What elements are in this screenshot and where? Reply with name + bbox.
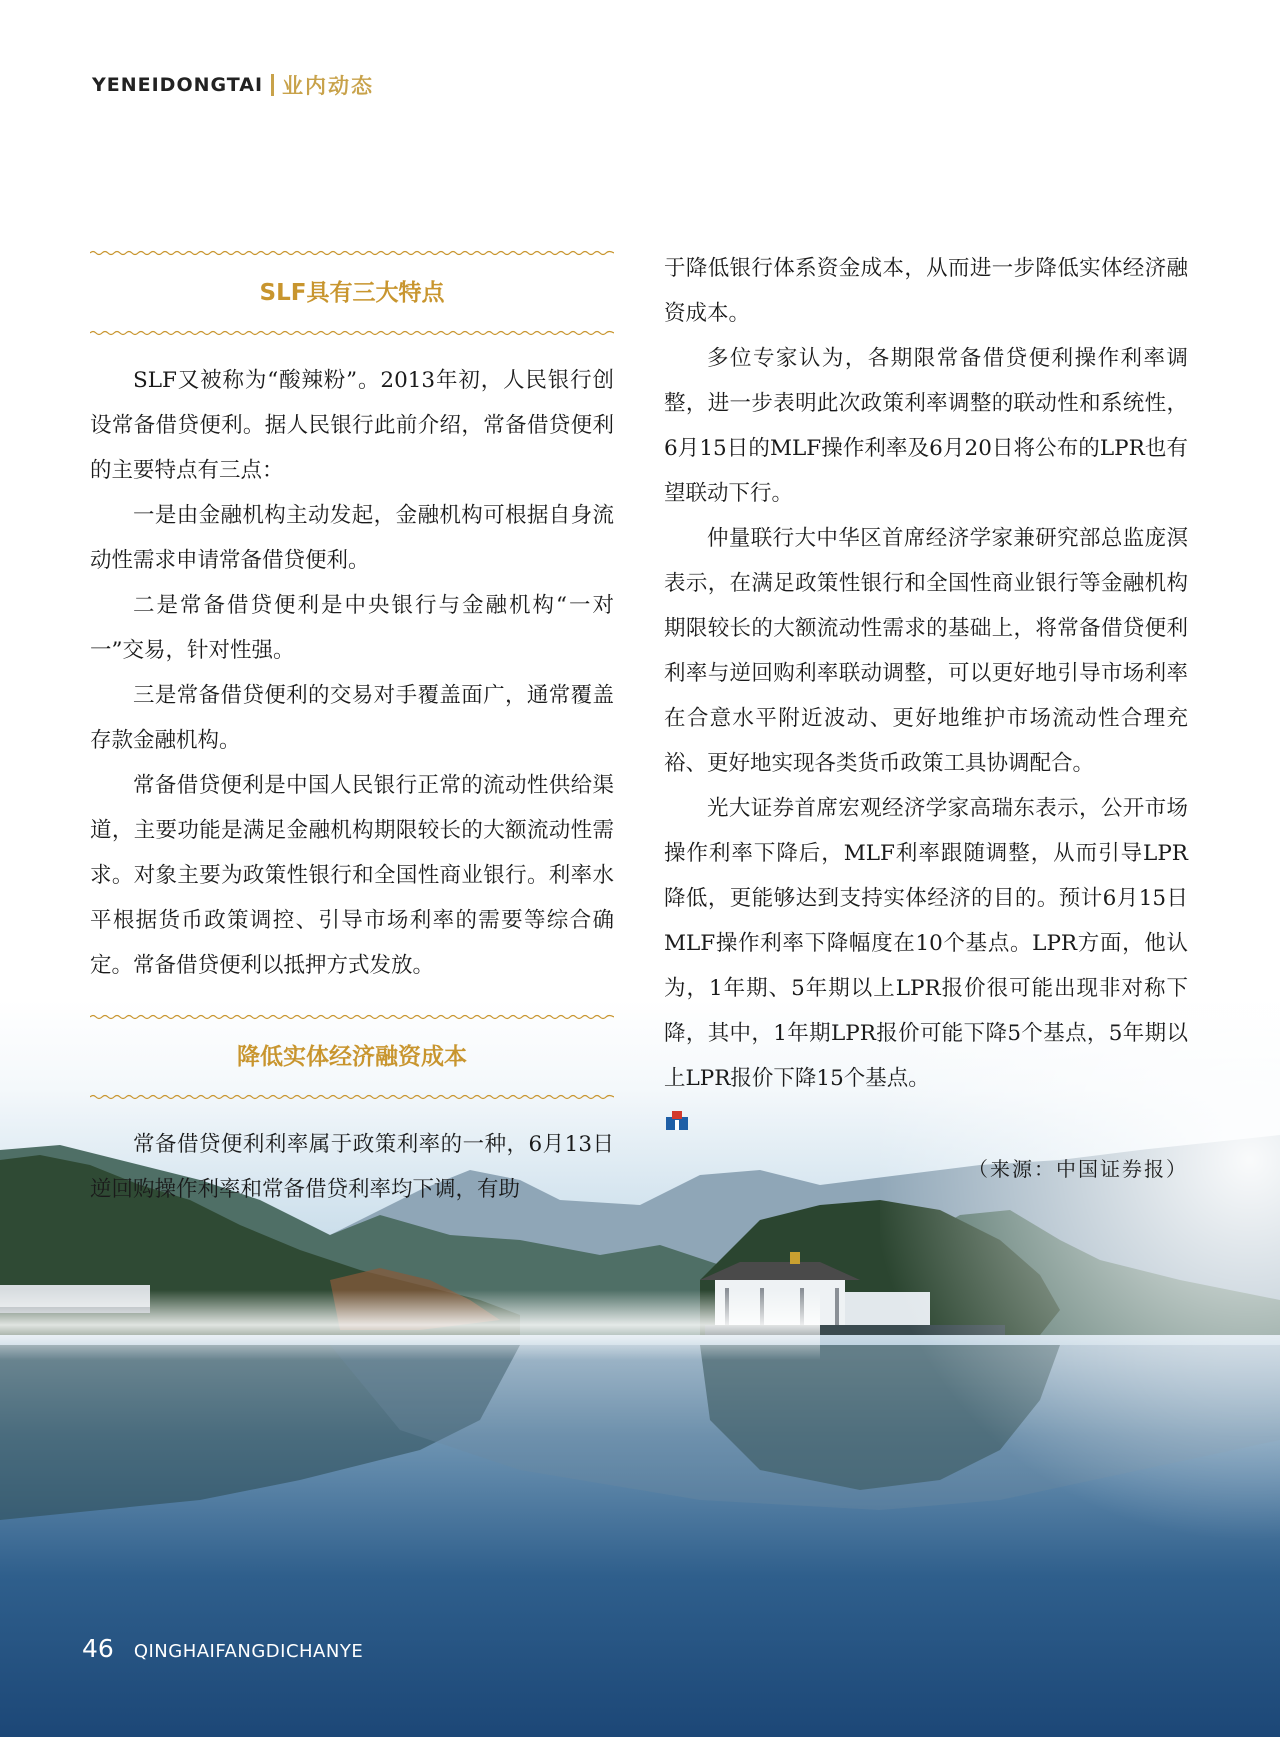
section-title-1: SLF具有三大特点 [259, 280, 445, 306]
paragraph: 一是由金融机构主动发起，金融机构可根据自身流动性需求申请常备借贷便利。 [90, 503, 614, 573]
wavy-divider-top [90, 1014, 614, 1020]
paragraph: SLF又被称为“酸辣粉”。2013年初，人民银行创设常备借贷便利。据人民银行此前介绍，常备借贷便利的主要特点有三点： [90, 368, 614, 483]
header-chinese: 业内动态 [282, 74, 375, 98]
header-english: YENEIDONGTAI [92, 74, 264, 96]
paragraph: 多位专家认为，各期限常备借贷便利操作利率调整，进一步表明此次政策利率调整的联动性和系统性，6月15日的MLF操作利率及6月20日将公布的LPR也有望联动下行。 [664, 346, 1188, 506]
article-end-icon [664, 1109, 690, 1131]
paragraph: 三是常备借贷便利的交易对手覆盖面广，通常覆盖存款金融机构。 [90, 683, 614, 753]
section-heading-1 [90, 250, 614, 336]
header-divider [271, 74, 274, 96]
wavy-divider-bottom [90, 1094, 614, 1100]
left-column [90, 250, 614, 1212]
source-credit: （来源：中国证券报） [968, 1157, 1188, 1181]
end-mark-row [664, 1101, 1188, 1147]
page-footer [82, 1634, 363, 1663]
paragraph: 仲量联行大中华区首席经济学家兼研究部总监庞溟表示，在满足政策性银行和全国性商业银行等金融机构期限较长的大额流动性需求的基础上，将常备借贷便利利率与逆回购利率联动调整，可以更好地引导市场利率在合意水平附近波动、更好地维护市场流动性合理充裕、更好地实现各类货币政策工具协调配合。 [664, 526, 1188, 776]
section-title-2: 降低实体经济融资成本 [237, 1044, 467, 1070]
wavy-divider-top [90, 250, 614, 256]
paragraph: 常备借贷便利是中国人民银行正常的流动性供给渠道，主要功能是满足金融机构期限较长的大额流动性需求。对象主要为政策性银行和全国性商业银行。利率水平根据货币政策调控、引导市场利率的需要等综合确定。常备借贷便利以抵押方式发放。 [90, 773, 614, 978]
paragraph-continued: 于降低银行体系资金成本，从而进一步降低实体经济融资成本。 [664, 256, 1188, 326]
paragraph: 常备借贷便利利率属于政策利率的一种，6月13日逆回购操作利率和常备借贷利率均下调，有助 [90, 1132, 614, 1202]
right-column [664, 246, 1188, 1192]
paragraph: 光大证券首席宏观经济学家高瑞东表示，公开市场操作利率下降后，MLF利率跟随调整，从而引导LPR降低，更能够达到支持实体经济的目的。预计6月15日MLF操作利率下降幅度在10个基点。LPR方面，他认为，1年期、5年期以上LPR报价很可能出现非对称下降，其中，1年期LPR报价可能下降5个基点，5年期以上LPR报价下降15个基点。 [664, 796, 1188, 1091]
wavy-divider-bottom [90, 330, 614, 336]
paragraph: 二是常备借贷便利是中央银行与金融机构“一对一”交易，针对性强。 [90, 593, 614, 663]
running-header [92, 70, 374, 100]
section-heading-2 [90, 1014, 614, 1100]
magazine-name: QINGHAIFANGDICHANYE [133, 1641, 364, 1662]
page-number: 46 [82, 1634, 114, 1663]
